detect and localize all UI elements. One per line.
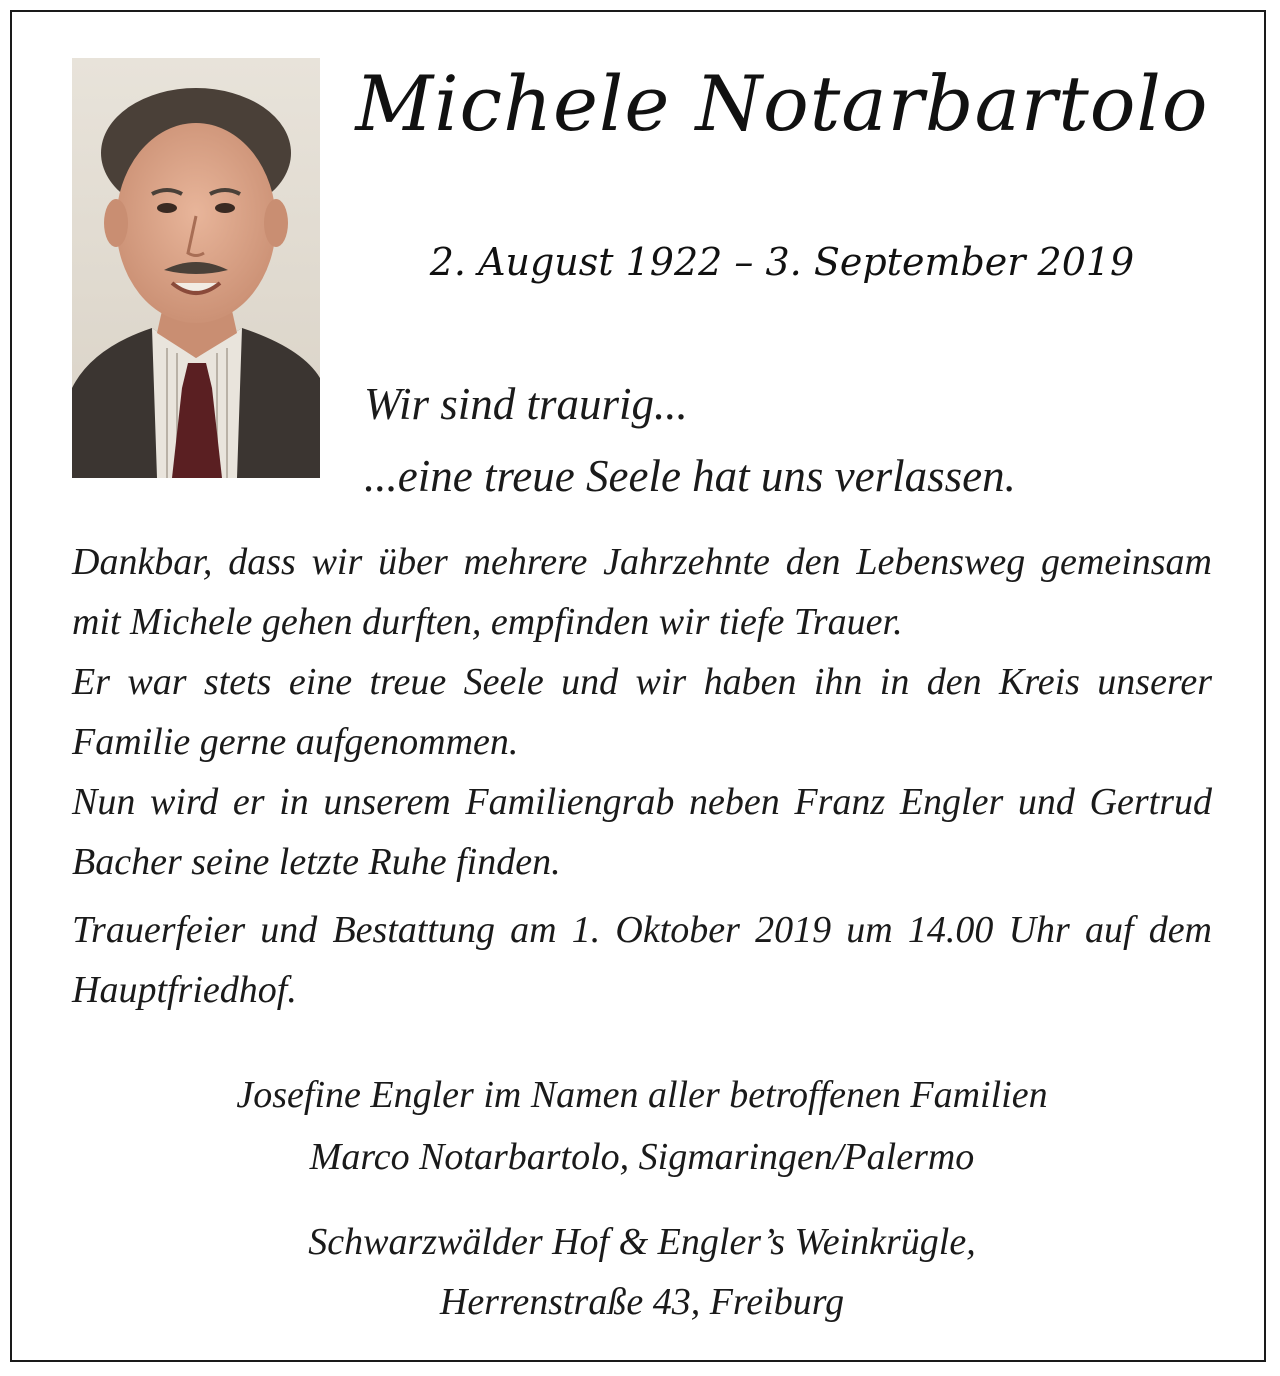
quote-block bbox=[364, 368, 1244, 512]
body-paragraph: Nun wird er in unserem Familiengrab neben Franz Engler und Gertrud Bacher seine letzte Ruhe finden. bbox=[72, 781, 1212, 883]
address-line: Herrenstraße 43, Freiburg bbox=[439, 1281, 845, 1323]
signers-block bbox=[72, 1064, 1212, 1188]
signer-line: Marco Notarbartolo, Sigmaringen/Palermo bbox=[309, 1136, 975, 1178]
obituary-text bbox=[72, 532, 1212, 1020]
portrait-photo bbox=[72, 58, 320, 478]
quote-line: Wir sind traurig... bbox=[364, 379, 688, 429]
address-block bbox=[72, 1212, 1212, 1332]
body-paragraph: Er war stets eine treue Seele und wir haben ihn in den Kreis unserer Familie gerne aufgenommen. bbox=[72, 661, 1212, 763]
address-line: Schwarzwälder Hof & Engler’s Weinkrügle, bbox=[308, 1221, 976, 1263]
obituary-frame bbox=[10, 10, 1266, 1362]
deceased-name: Michele Notarbartolo bbox=[355, 59, 1209, 148]
portrait-illustration bbox=[72, 58, 320, 478]
body-paragraph: Dankbar, dass wir über mehrere Jahrzehnte den Lebensweg gemeinsam mit Michele gehen durften, empfinden wir tiefe Trauer. bbox=[72, 541, 1212, 643]
signer-line: Josefine Engler im Namen aller betroffenen Familien bbox=[236, 1074, 1048, 1116]
life-dates: 2. August 1922 – 3. September 2019 bbox=[429, 240, 1135, 284]
funeral-info: Trauerfeier und Bestattung am 1. Oktober 2019 um 14.00 Uhr auf dem Hauptfriedhof. bbox=[72, 909, 1212, 1011]
quote-line: ...eine treue Seele hat uns verlassen. bbox=[364, 451, 1016, 501]
